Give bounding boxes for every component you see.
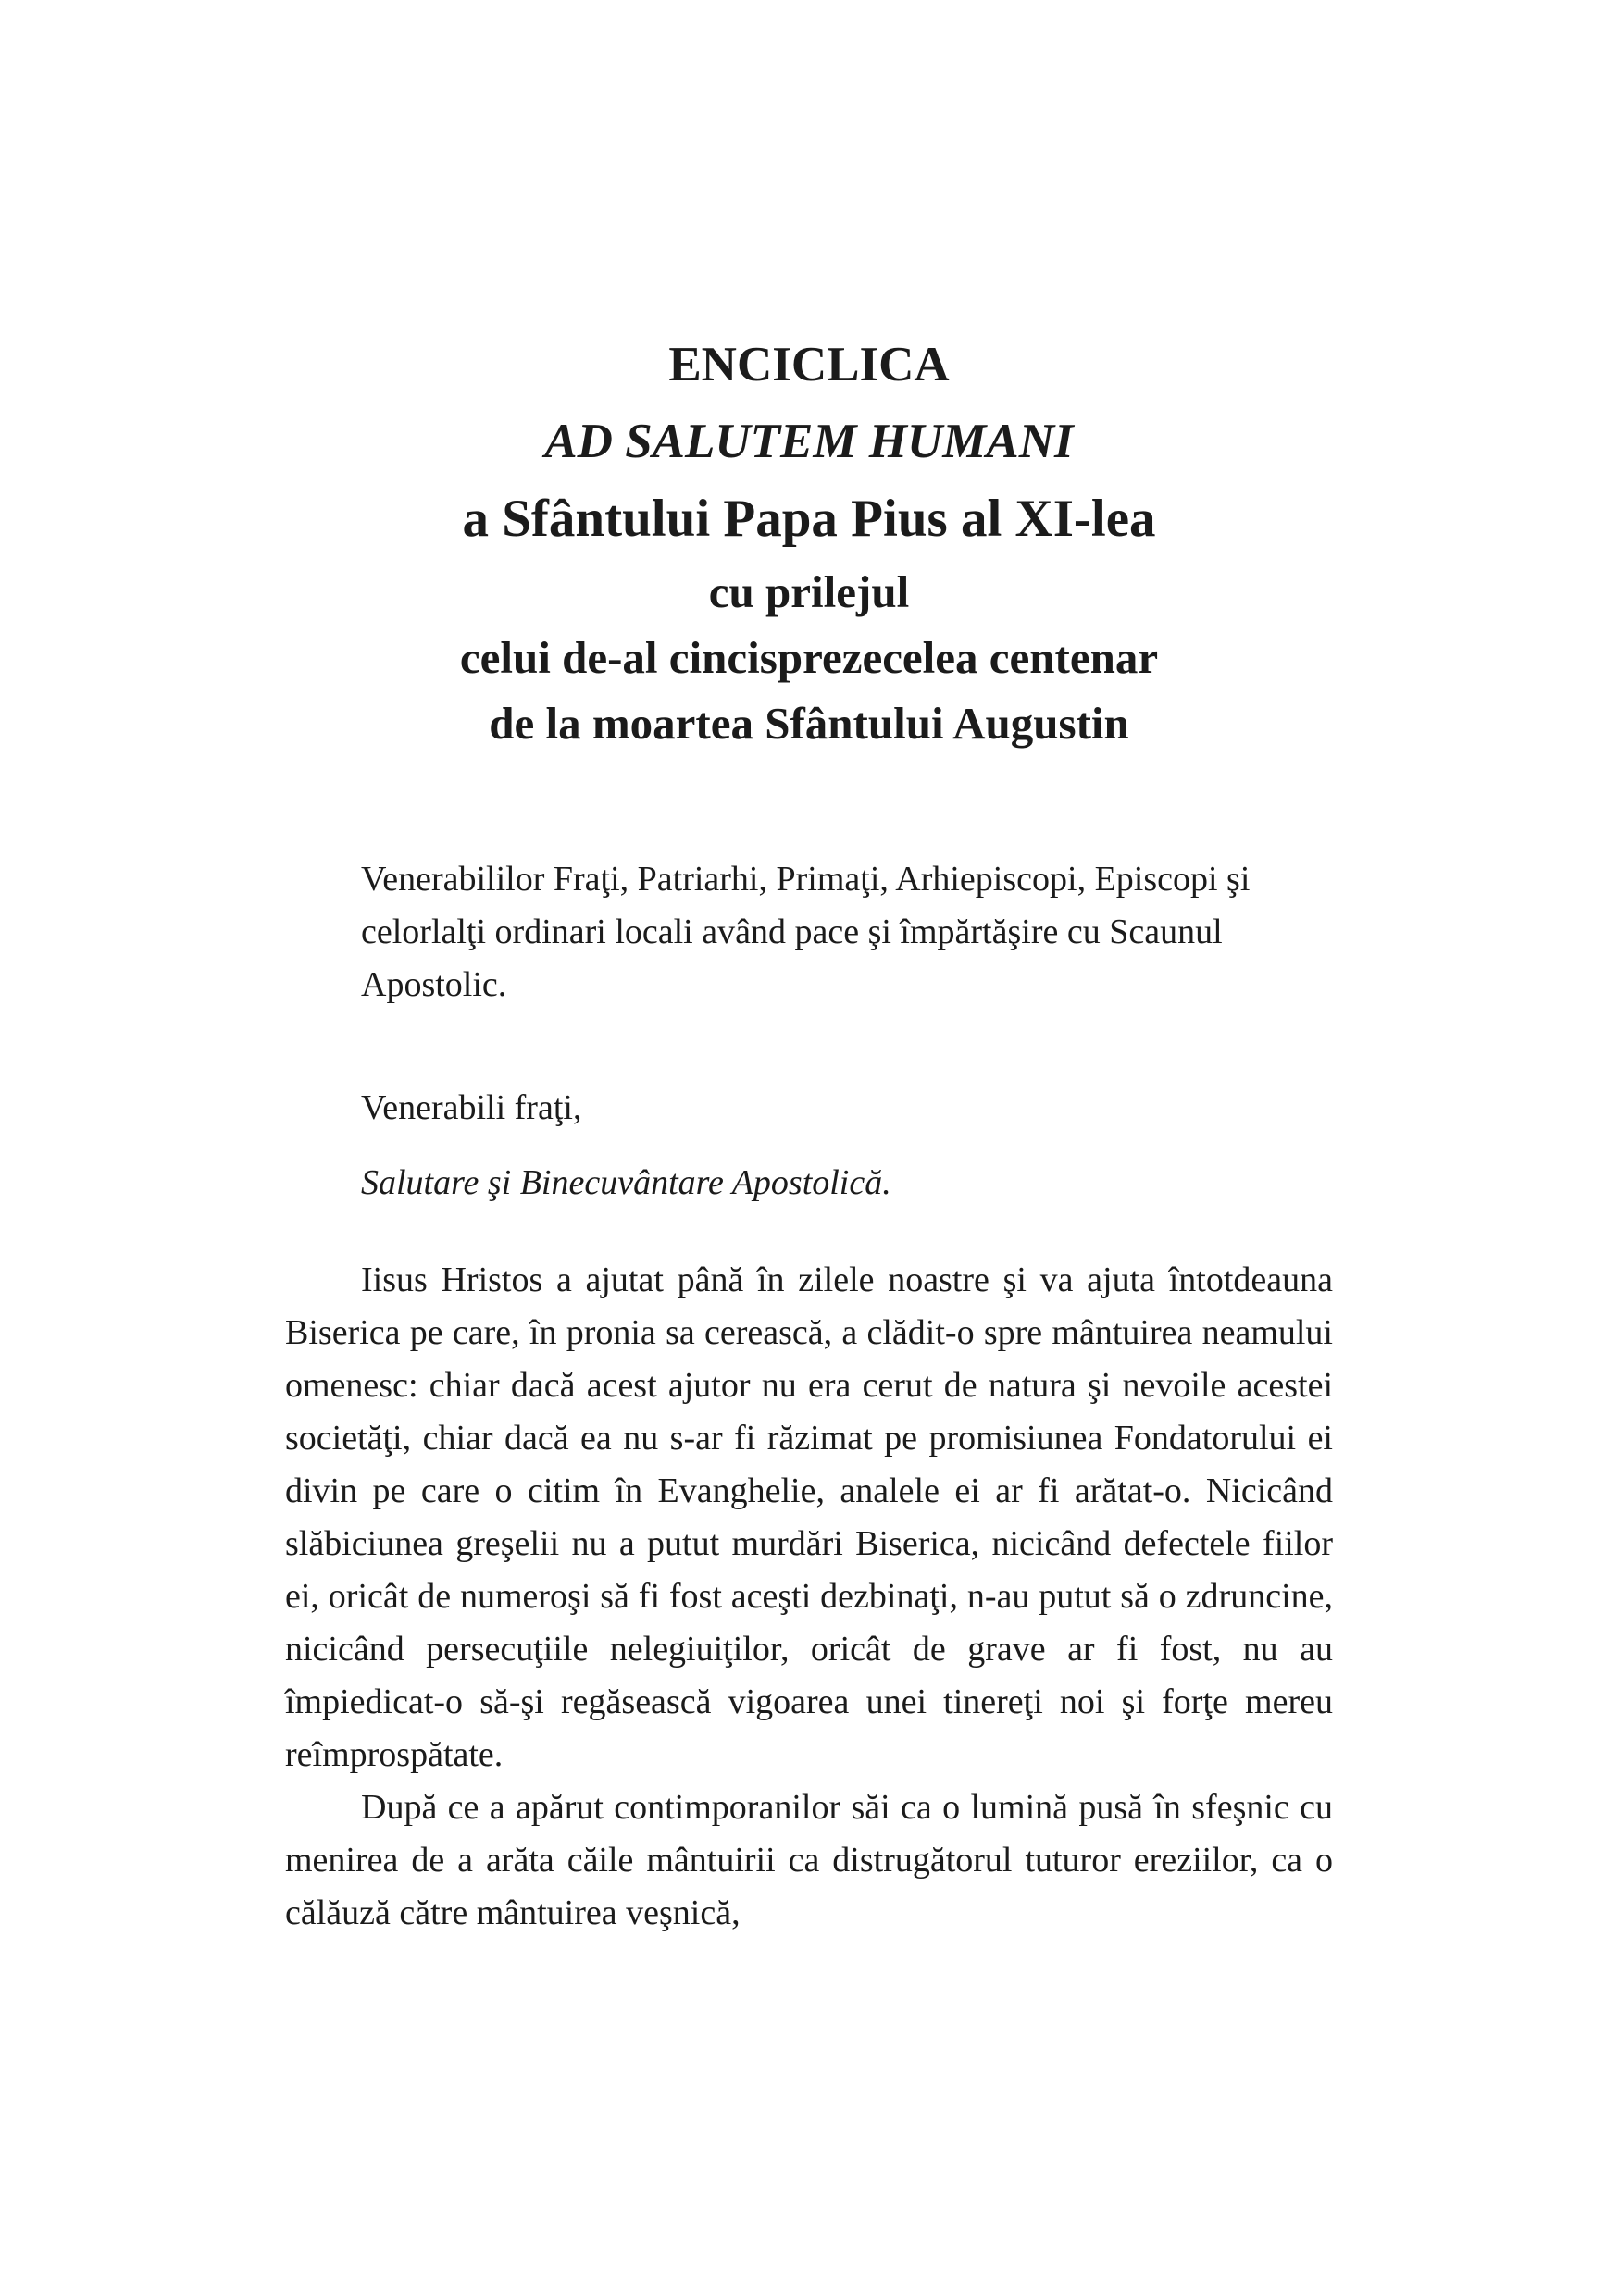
paragraph-2: După ce a apărut contimporanilor săi ca o lumină pusă în sfeşnic cu menirea de a arăta căile mântuirii ca distrugătorul tuturor ereziilor, ca o călăuză către mântuirea veşnică,	[285, 1788, 1333, 1932]
salutation-address: Venerabililor Fraţi, Patriarhi, Primaţi, Arhiepiscopi, Episcopi şi celorlalţi ordinari locali având pace şi împărtăşire cu Scaunul Apostolic.	[361, 860, 1251, 1004]
title-line-enciclica: ENCICLICA	[668, 338, 950, 391]
salutation-greeting: Venerabili fraţi,	[361, 1088, 582, 1127]
salutation-blessing: Salutare şi Binecuvântare Apostolică.	[361, 1163, 891, 1202]
title-block	[285, 338, 1333, 749]
title-line-pope: a Sfântului Papa Pius al XI-lea	[462, 490, 1156, 548]
body-text	[285, 1254, 1333, 1940]
paragraph-1: Iisus Hristos a ajutat până în zilele noastre şi va ajuta întotdeauna Biserica pe care, în pronia sa cerească, a clădit-o spre mântuirea neamului omenesc: chiar dacă acest ajutor nu era cerut de natura şi nevoile acestei societăţi, chiar dacă ea nu s-ar fi răzimat pe promisiunea Fondatorului ei divin pe care o citim în Evanghelie, analele ei ar fi arătat-o. Nicicând slăbiciunea greşelii nu a putut murdări Biserica, nicicând defectele fiilor ei, oricât de numeroşi să fi fost aceşti dezbinaţi, n-au putut să o zdruncine, nicicând persecuţiile nelegiuiţilor, oricât de grave ar fi fost, nu au împiedicat-o să-şi regăsească vigoarea unei tinereţi noi şi forţe mereu reîmprospătate.	[285, 1260, 1333, 1774]
title-line-centenary: celui de-al cincisprezecelea centenar	[459, 632, 1159, 683]
text-column	[285, 0, 1333, 1940]
title-line-latin-name: AD SALUTEM HUMANI	[544, 415, 1074, 468]
title-line-occasion: cu prilejul	[708, 566, 910, 617]
title-line-augustin: de la moartea Sfântului Augustin	[489, 698, 1129, 749]
